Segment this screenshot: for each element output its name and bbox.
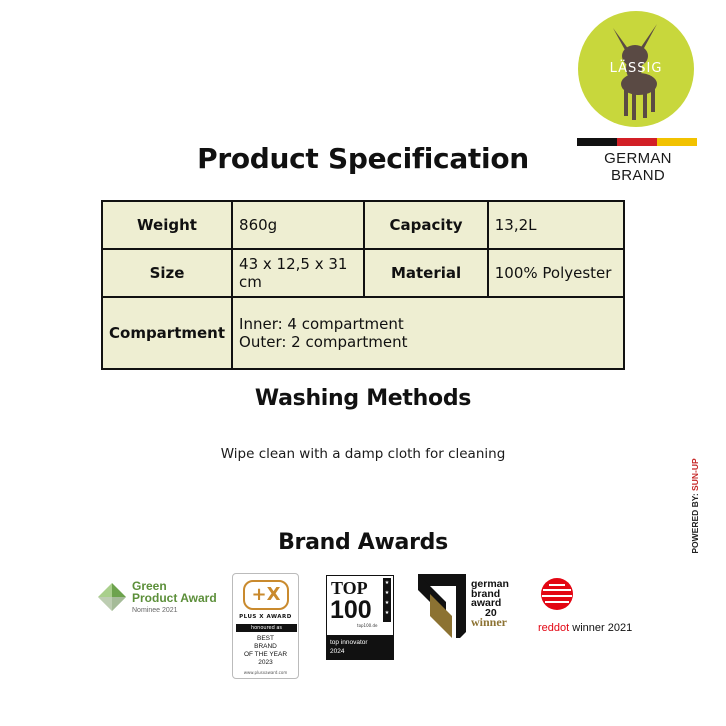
plus-x-url: www.plusxaward.com (243, 670, 288, 675)
spec-value-material: 100% Polyester (488, 249, 624, 297)
plus-x-mark: +X (243, 580, 289, 610)
gpa-line3: Nominee 2021 (132, 607, 178, 614)
logo-wordmark: LÄSSIG (609, 61, 663, 76)
top100-l1: top innovator (330, 639, 368, 646)
table-row (102, 297, 624, 369)
awards-title: Brand Awards (278, 530, 448, 555)
lassig-logo (577, 10, 695, 128)
green-leaf-icon (96, 581, 128, 613)
rd-dot: dot (553, 622, 570, 634)
spec-label-weight: Weight (102, 201, 232, 249)
top-100-badge (326, 575, 394, 660)
spec-label-size: Size (102, 249, 232, 297)
rd-rest: winner 2021 (569, 622, 633, 634)
top100-stars-icon: ★ ★ ★ ★ (383, 578, 391, 622)
plus-x-award-text: PLUS X AWARD (239, 614, 292, 620)
table-row (102, 249, 624, 297)
gba-l3: award (471, 597, 502, 609)
washing-text: Wipe clean with a damp cloth for cleaning (220, 446, 506, 462)
top100-number: 100 (330, 596, 372, 624)
gpa-line1: Green (132, 579, 167, 593)
german-brand-award-badge (416, 572, 521, 640)
top100-l2: 2024 (330, 648, 345, 655)
plus-x-award-badge (232, 573, 299, 679)
table-row (102, 201, 624, 249)
spec-label-capacity: Capacity (364, 201, 487, 249)
top100-footer (327, 635, 393, 659)
gpa-line2: Product Award (132, 591, 217, 605)
plus-x-title (233, 635, 298, 667)
german-brand-label: GERMAN BRAND (604, 150, 672, 184)
compartment-outer: Outer: 2 compartment (239, 333, 408, 351)
gba-l5: winner (471, 615, 507, 629)
gba-l1: german (471, 578, 509, 590)
red-dot-label (538, 622, 632, 634)
green-product-award-badge (96, 578, 218, 616)
powered-by-prefix: POWERED BY: (690, 493, 700, 554)
plus-x-l2: BRAND (254, 643, 277, 650)
gba-emblem-icon (416, 572, 468, 640)
spec-value-capacity: 13,2L (488, 201, 624, 249)
plus-x-l1: BEST (257, 635, 274, 642)
rd-red: red (538, 622, 554, 634)
washing-title: Washing Methods (254, 386, 472, 411)
spec-title: Product Specification (197, 142, 529, 175)
red-dot-award-badge (538, 575, 638, 635)
plus-x-l4: 2023 (258, 659, 273, 666)
spec-label-material: Material (364, 249, 487, 297)
sun-up-brand: SUN-UP (690, 458, 700, 491)
red-dot-icon (540, 577, 574, 611)
plus-x-l3: OF THE YEAR (243, 651, 288, 658)
gba-l4: 20 (485, 606, 497, 619)
spec-label-compartment: Compartment (102, 297, 232, 369)
gba-l2: brand (471, 587, 501, 600)
spec-value-weight: 860g (232, 201, 364, 249)
compartment-inner: Inner: 4 compartment (239, 315, 404, 333)
spec-value-size: 43 x 12,5 x 31 cm (232, 249, 364, 297)
top100-top: TOP (331, 578, 368, 598)
spec-value-compartment (232, 297, 624, 369)
spec-table (101, 200, 625, 370)
plus-x-honoured: honoured as (236, 624, 297, 632)
top100-site: top100.de (357, 623, 378, 628)
